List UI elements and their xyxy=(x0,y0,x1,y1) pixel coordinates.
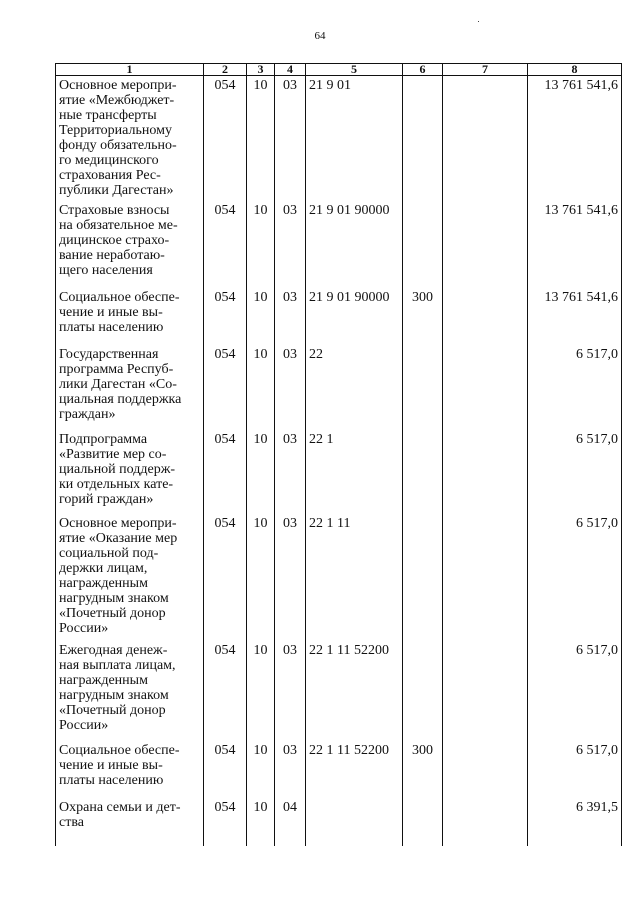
row-name-line: ятие «Оказание мер xyxy=(59,530,178,546)
row-name xyxy=(56,201,204,288)
row-name-line: Основное меропри- xyxy=(59,78,177,93)
row-expense-type xyxy=(403,201,443,288)
row-name-line: платы населению xyxy=(59,319,164,335)
table-row xyxy=(56,345,622,430)
row-name-line: Социальное обеспе- xyxy=(59,289,180,305)
table-row xyxy=(56,514,622,641)
row-name-line: Государственная xyxy=(59,346,159,362)
scan-speck xyxy=(478,21,479,22)
row-target-article: 22 1 11 xyxy=(306,514,403,641)
row-name-line: нагрудным знаком xyxy=(59,687,169,703)
row-col-7 xyxy=(443,430,528,514)
row-subsection: 03 xyxy=(275,76,306,201)
row-amount: 6 517,0 xyxy=(528,430,622,514)
row-name xyxy=(56,76,204,201)
row-gr-code: 054 xyxy=(204,76,247,201)
header-col-7: 7 xyxy=(443,64,528,76)
row-expense-type xyxy=(403,514,443,641)
row-amount: 13 761 541,6 xyxy=(528,288,622,345)
header-row xyxy=(56,64,622,76)
row-amount: 13 761 541,6 xyxy=(528,76,622,201)
row-name-line: публики Дагестан» xyxy=(59,183,174,198)
row-name-line: Подпрограмма xyxy=(59,431,148,447)
row-section: 10 xyxy=(247,514,275,641)
row-name-line: горий граждан» xyxy=(59,491,154,507)
row-expense-type xyxy=(403,798,443,846)
row-name-line: лики Дагестан «Со- xyxy=(59,376,177,392)
row-name-line: награжденным xyxy=(59,575,148,591)
header-col-5: 5 xyxy=(306,64,403,76)
table-row xyxy=(56,741,622,798)
row-col-7 xyxy=(443,201,528,288)
row-subsection: 03 xyxy=(275,201,306,288)
row-name-line: граждан» xyxy=(59,406,116,422)
row-subsection: 03 xyxy=(275,345,306,430)
row-name-line: щего населения xyxy=(59,262,153,278)
row-subsection: 03 xyxy=(275,514,306,641)
row-name-line: го медицинского xyxy=(59,153,159,168)
row-gr-code: 054 xyxy=(204,430,247,514)
row-name-line: чение и иные вы- xyxy=(59,304,163,320)
row-name-line: «Почетный донор xyxy=(59,702,166,718)
row-name-line: держки лицам, xyxy=(59,560,148,576)
row-col-7 xyxy=(443,798,528,846)
row-name-line: награжденным xyxy=(59,672,148,688)
row-target-article: 21 9 01 90000 xyxy=(306,288,403,345)
row-section: 10 xyxy=(247,798,275,846)
row-amount: 13 761 541,6 xyxy=(528,201,622,288)
row-name-line: социальной под- xyxy=(59,545,159,561)
row-name-line: России» xyxy=(59,620,109,636)
budget-table xyxy=(55,63,622,846)
row-name xyxy=(56,514,204,641)
row-gr-code: 054 xyxy=(204,345,247,430)
row-col-7 xyxy=(443,514,528,641)
row-expense-type: 300 xyxy=(403,288,443,345)
row-amount: 6 517,0 xyxy=(528,345,622,430)
row-col-7 xyxy=(443,76,528,201)
row-name-line: на обязательное ме- xyxy=(59,217,178,233)
row-target-article: 21 9 01 90000 xyxy=(306,201,403,288)
row-expense-type: 300 xyxy=(403,741,443,798)
table-row xyxy=(56,430,622,514)
row-amount: 6 517,0 xyxy=(528,741,622,798)
row-name-line: платы населению xyxy=(59,772,164,788)
row-name-line: чение и иные вы- xyxy=(59,757,163,773)
row-gr-code: 054 xyxy=(204,798,247,846)
row-target-article: 22 xyxy=(306,345,403,430)
row-name-line: Охрана семьи и дет- xyxy=(59,799,181,815)
row-expense-type xyxy=(403,641,443,741)
row-section: 10 xyxy=(247,641,275,741)
row-col-7 xyxy=(443,288,528,345)
row-name xyxy=(56,430,204,514)
row-col-7 xyxy=(443,345,528,430)
row-target-article: 22 1 xyxy=(306,430,403,514)
row-section: 10 xyxy=(247,76,275,201)
row-subsection: 03 xyxy=(275,430,306,514)
row-section: 10 xyxy=(247,288,275,345)
row-name-line: Основное меропри- xyxy=(59,515,177,531)
row-name-line: вание неработаю- xyxy=(59,247,165,263)
row-name-line: Ежегодная денеж- xyxy=(59,642,168,658)
row-name-line: Страховые взносы xyxy=(59,202,170,218)
row-name xyxy=(56,641,204,741)
row-name xyxy=(56,798,204,846)
row-gr-code: 054 xyxy=(204,641,247,741)
row-name-line: ные трансферты xyxy=(59,108,157,123)
row-target-article xyxy=(306,798,403,846)
table-row xyxy=(56,798,622,846)
header-col-6: 6 xyxy=(403,64,443,76)
header-col-1: 1 xyxy=(56,64,204,76)
row-target-article: 22 1 11 52200 xyxy=(306,641,403,741)
row-target-article: 21 9 01 xyxy=(306,76,403,201)
header-col-2: 2 xyxy=(204,64,247,76)
table-row xyxy=(56,76,622,201)
row-subsection: 04 xyxy=(275,798,306,846)
row-col-7 xyxy=(443,641,528,741)
row-name-line: циальная поддержка xyxy=(59,391,182,407)
table-row xyxy=(56,641,622,741)
row-name-line: нагрудным знаком xyxy=(59,590,169,606)
row-gr-code: 054 xyxy=(204,201,247,288)
row-name-line: дицинское страхо- xyxy=(59,232,170,248)
row-name-line: фонду обязательно- xyxy=(59,138,177,153)
row-target-article: 22 1 11 52200 xyxy=(306,741,403,798)
row-section: 10 xyxy=(247,345,275,430)
header-col-8: 8 xyxy=(528,64,622,76)
row-section: 10 xyxy=(247,741,275,798)
row-amount: 6 517,0 xyxy=(528,641,622,741)
row-name xyxy=(56,741,204,798)
row-gr-code: 054 xyxy=(204,288,247,345)
row-name-line: страхования Рес- xyxy=(59,168,161,183)
row-subsection: 03 xyxy=(275,288,306,345)
row-col-7 xyxy=(443,741,528,798)
row-amount: 6 517,0 xyxy=(528,514,622,641)
row-subsection: 03 xyxy=(275,641,306,741)
row-name-line: России» xyxy=(59,717,109,733)
row-expense-type xyxy=(403,76,443,201)
row-name-line: ятие «Межбюджет- xyxy=(59,93,175,108)
table-row xyxy=(56,201,622,288)
row-expense-type xyxy=(403,345,443,430)
row-name-line: «Почетный донор xyxy=(59,605,166,621)
row-expense-type xyxy=(403,430,443,514)
row-name-line: программа Респуб- xyxy=(59,361,174,377)
row-name-line: «Развитие мер со- xyxy=(59,446,167,462)
table-row xyxy=(56,288,622,345)
row-subsection: 03 xyxy=(275,741,306,798)
row-name-line: циальной поддерж- xyxy=(59,461,176,477)
row-section: 10 xyxy=(247,201,275,288)
row-name-line: ства xyxy=(59,814,84,830)
row-gr-code: 054 xyxy=(204,514,247,641)
row-name xyxy=(56,345,204,430)
page-number: 64 xyxy=(314,30,326,42)
row-gr-code: 054 xyxy=(204,741,247,798)
row-name xyxy=(56,288,204,345)
header-col-4: 4 xyxy=(275,64,306,76)
row-name-line: Социальное обеспе- xyxy=(59,742,180,758)
row-name-line: ки отдельных кате- xyxy=(59,476,174,492)
row-name-line: Территориальному xyxy=(59,123,172,138)
header-col-3: 3 xyxy=(247,64,275,76)
row-name-line: ная выплата лицам, xyxy=(59,657,176,673)
row-section: 10 xyxy=(247,430,275,514)
row-amount: 6 391,5 xyxy=(528,798,622,846)
